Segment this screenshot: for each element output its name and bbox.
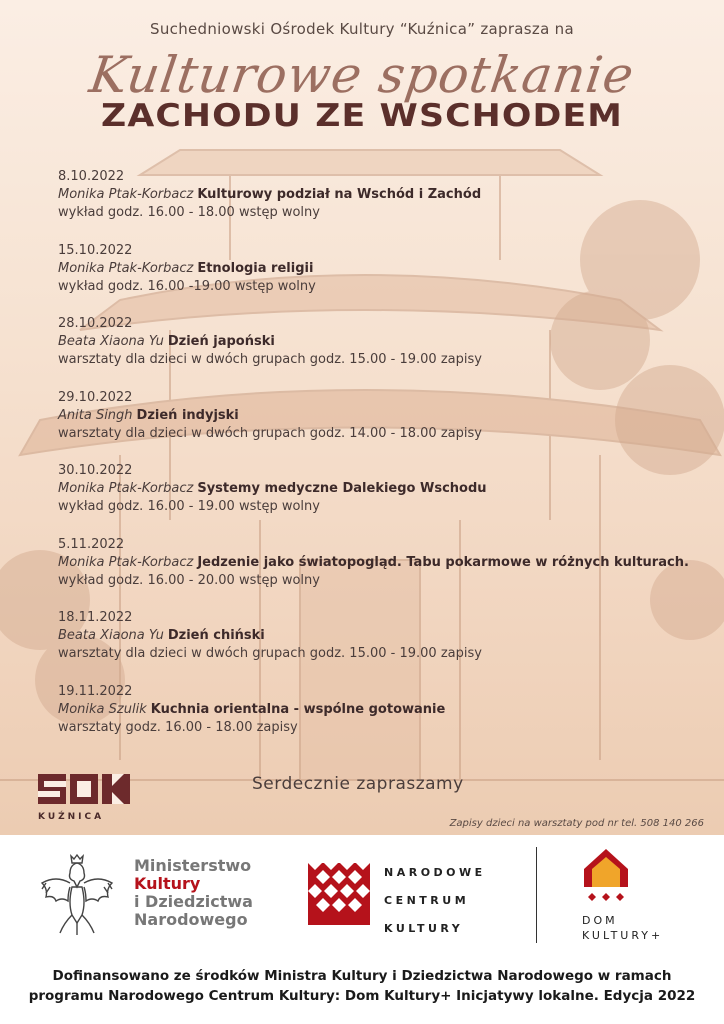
- event-item: [58, 462, 708, 536]
- event-date: 30.10.2022: [58, 463, 133, 478]
- event-person: Monika Szulik: [58, 701, 147, 717]
- event-details: wykład godz. 16.00 -19.00 wstęp wolny: [58, 278, 316, 294]
- footer-line-2: programu Narodowego Centrum Kultury: Dom Kultury+ Inicjatywy lokalne. Edycja 2022: [28, 988, 696, 1004]
- event-date: 15.10.2022: [58, 242, 133, 258]
- closing-text: Serdecznie zapraszamy: [252, 774, 464, 794]
- nck-line-1: NARODOWE: [384, 866, 486, 879]
- event-person: Monika Ptak-Korbacz: [58, 260, 194, 276]
- event-person: Beata Xiaona Yu: [58, 628, 164, 643]
- event-date: 29.10.2022: [58, 389, 133, 405]
- event-title: Etnologia religii: [197, 260, 314, 276]
- title-block: ZACHODU ZE WSCHODEM: [101, 98, 623, 134]
- event-details: wykład godz. 16.00 - 20.00 wstęp wolny: [58, 572, 320, 588]
- nck-line-3: KULTURY: [384, 922, 464, 935]
- ministry-line-4: Narodowego: [134, 910, 248, 929]
- nck-logo-icon: [308, 863, 370, 925]
- event-title: Dzień japoński: [167, 334, 275, 349]
- logo-divider: [536, 847, 537, 943]
- dom-kultury-text: [582, 913, 663, 943]
- dom-kultury-line-2: KULTURY+: [582, 929, 664, 942]
- event-person: Monika Ptak-Korbacz: [58, 554, 194, 570]
- ministry-line-1: Ministerstwo: [134, 856, 252, 875]
- ministry-logo-text: [134, 857, 253, 929]
- polish-eagle-icon: [38, 853, 116, 937]
- organizer-line: Suchedniowski Ośrodek Kultury “Kuźnica” zaprasza na: [150, 20, 574, 38]
- event-item: [58, 389, 708, 463]
- event-person: Monika Ptak-Korbacz: [58, 481, 194, 496]
- event-item: [58, 683, 708, 757]
- event-details: warsztaty godz. 16.00 - 18.00 zapisy: [58, 719, 298, 735]
- nck-logo-text: [384, 859, 486, 943]
- event-item: [58, 242, 708, 316]
- event-date: 28.10.2022: [58, 316, 133, 331]
- event-date: 8.10.2022: [58, 169, 125, 184]
- event-person: Beata Xiaona Yu: [58, 334, 164, 349]
- nck-line-2: CENTRUM: [384, 894, 470, 907]
- sok-logo-word: KUŹNICA: [38, 812, 105, 822]
- event-item: [58, 536, 708, 610]
- dom-kultury-house-icon: [582, 847, 630, 907]
- funding-footer: [0, 966, 724, 1006]
- title-script: Kulturowe spotkanie: [86, 46, 638, 104]
- event-person: Anita Singh: [58, 407, 133, 423]
- event-title: Dzień chiński: [167, 628, 265, 643]
- event-list: [58, 168, 708, 756]
- event-date: 5.11.2022: [58, 536, 125, 552]
- event-item: [58, 168, 708, 242]
- sponsor-logos: [0, 835, 724, 955]
- event-details: wykład godz. 16.00 - 19.00 wstęp wolny: [58, 499, 320, 514]
- event-details: warsztaty dla dzieci w dwóch grupach godz. 15.00 - 19.00 zapisy: [58, 352, 482, 367]
- event-item: [58, 315, 708, 389]
- event-person: Monika Ptak-Korbacz: [58, 187, 194, 202]
- sok-logo-mark-icon: [38, 774, 130, 804]
- ministry-line-3: i Dziedzictwa: [134, 892, 253, 911]
- event-details: wykład godz. 16.00 - 18.00 wstęp wolny: [58, 205, 320, 220]
- dom-kultury-line-1: DOM: [582, 914, 618, 927]
- event-details: warsztaty dla dzieci w dwóch grupach godz. 14.00 - 18.00 zapisy: [58, 425, 482, 441]
- event-title: Systemy medyczne Dalekiego Wschodu: [197, 481, 487, 496]
- event-details: warsztaty dla dzieci w dwóch grupach godz. 15.00 - 19.00 zapisy: [58, 646, 482, 661]
- event-date: 18.11.2022: [58, 610, 133, 625]
- event-title: Kuchnia orientalna - wspólne gotowanie: [150, 701, 446, 717]
- ministry-line-2: Kultury: [134, 874, 201, 893]
- event-date: 19.11.2022: [58, 683, 133, 699]
- footer-line-1: Dofinansowano ze środków Ministra Kultury i Dziedzictwa Narodowego w ramach: [52, 968, 672, 984]
- event-title: Kulturowy podział na Wschód i Zachód: [197, 187, 482, 202]
- event-title: Jedzenie jako światopogląd. Tabu pokarmowe w różnych kulturach.: [197, 554, 689, 570]
- sok-kuznica-logo: [38, 774, 130, 820]
- event-title: Dzień indyjski: [136, 407, 239, 423]
- contact-note: Zapisy dzieci na warsztaty pod nr tel. 508 140 266: [449, 818, 704, 829]
- event-item: [58, 609, 708, 683]
